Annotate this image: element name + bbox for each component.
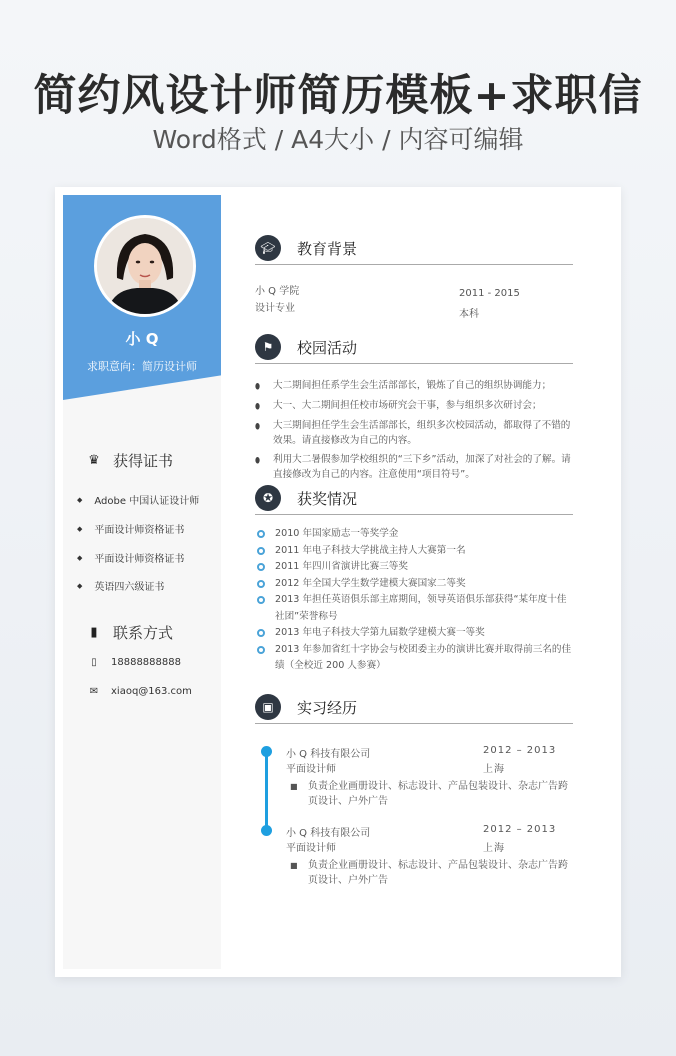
- mail-icon: ✉: [89, 686, 99, 697]
- education-period: 2011 - 2015: [459, 288, 520, 299]
- ring-bullet-icon: [257, 563, 265, 571]
- job-city: 上海: [483, 764, 505, 775]
- school-name: 小 Q 学院: [255, 286, 300, 297]
- major: 设计专业: [255, 303, 295, 314]
- contact-email: [87, 686, 192, 697]
- list-item-text: 利用大二暑假参加学校组织的“三下乡”活动，加深了对社会的了解。请直接修改为自己的内容。注意使用“项目符号”。: [273, 454, 571, 480]
- list-item-text: 2011 年电子科技大学挑战主持人大赛第一名: [275, 544, 466, 556]
- list-item: [255, 378, 571, 394]
- avatar: [94, 215, 196, 317]
- job-period: 2012 – 2013: [483, 745, 557, 756]
- list-item: [255, 526, 573, 543]
- campus-list: [255, 378, 571, 486]
- list-item-text: 大三期间担任学生会生活部部长，组织多次校园活动，都取得了不错的效果。请直接修改为自己的内容。: [273, 420, 571, 446]
- campus-title: 校园活动: [297, 339, 358, 357]
- job-entry: [286, 824, 576, 888]
- list-item: [255, 452, 571, 482]
- certificate-label: Adobe 中国认证设计师: [94, 496, 200, 507]
- phone-number: 18888888888: [111, 657, 181, 668]
- timeline-dot: [261, 746, 272, 757]
- ring-bullet-icon: [257, 580, 265, 588]
- company-name: 小 Q 科技有限公司: [286, 749, 371, 760]
- list-item: [255, 592, 573, 625]
- ring-bullet-icon: [257, 547, 265, 555]
- briefcase-icon: ▣: [255, 694, 281, 720]
- square-bullet-icon: ■: [290, 861, 298, 870]
- graduation-cap-icon: 🎓︎: [255, 235, 281, 261]
- profile-name: 小 Q: [125, 330, 159, 348]
- drop-bullet-icon: ⬮: [255, 422, 261, 431]
- list-item: [255, 418, 571, 448]
- certificates-title: 获得证书: [113, 452, 174, 470]
- list-item-text: 2013 年担任英语俱乐部主席期间，领导英语俱乐部获得“某年度十佳社团”荣誉称号: [275, 594, 567, 622]
- ring-bullet-icon: [257, 629, 265, 637]
- contact-phone: [87, 657, 181, 668]
- medal-icon: ✪: [255, 485, 281, 511]
- certificates-heading: [85, 450, 173, 471]
- resume-page: [55, 187, 621, 977]
- list-item: [255, 642, 573, 675]
- job-description: 负责企业画册设计、标志设计、产品包装设计、杂志广告跨页设计、户外广告: [308, 781, 568, 807]
- list-item-text: 2010 年国家励志一等奖学金: [275, 528, 399, 539]
- contact-title: 联系方式: [113, 624, 174, 642]
- diamond-bullet-icon: ◆: [77, 524, 83, 533]
- job-city: 上海: [483, 843, 505, 854]
- diamond-bullet-icon: ◆: [77, 581, 83, 590]
- ring-bullet-icon: [257, 596, 265, 604]
- job-period: 2012 – 2013: [483, 824, 557, 835]
- job-objective: 求职意向：简历设计师: [87, 360, 197, 373]
- list-item-text: 2013 年电子科技大学第九届数学建模大赛一等奖: [275, 627, 485, 638]
- diamond-bullet-icon: ◆: [77, 553, 83, 562]
- crown-icon: ♛: [88, 453, 100, 468]
- diamond-bullet-icon: ◆: [77, 495, 83, 504]
- drop-bullet-icon: ⬮: [255, 402, 261, 411]
- list-item-text: 大一、大二期间担任校市场研究会干事，参与组织多次研讨会；: [273, 400, 542, 411]
- drop-bullet-icon: ⬮: [255, 382, 261, 391]
- list-item-text: 2013 年参加省红十字协会与校团委主办的演讲比赛并取得前三名的佳绩（全校近 200 人参赛）: [275, 643, 572, 671]
- phone-icon: ▯: [91, 657, 97, 668]
- company-name: 小 Q 科技有限公司: [286, 828, 371, 839]
- list-item: [255, 625, 573, 642]
- sidebar: [63, 195, 221, 969]
- banner-title: 简约风设计师简历模板+求职信: [33, 71, 643, 121]
- awards-header: [255, 485, 573, 515]
- activity-icon: ⚑: [255, 334, 281, 360]
- list-item-text: 2011 年四川省演讲比赛三等奖: [275, 561, 408, 572]
- certificate-label: 平面设计师资格证书: [94, 525, 185, 536]
- drop-bullet-icon: ⬮: [255, 456, 261, 465]
- internship-title: 实习经历: [297, 699, 358, 717]
- certificate-label: 英语四六级证书: [94, 582, 165, 593]
- certificate-item: [77, 550, 184, 565]
- degree: 本科: [459, 309, 479, 320]
- list-item: [255, 576, 573, 593]
- list-item: [255, 398, 571, 414]
- awards-list: [255, 526, 573, 675]
- list-item-text: 大二期间担任系学生会生活部部长，锻炼了自己的组织协调能力；: [273, 380, 552, 391]
- campus-header: [255, 334, 573, 364]
- contact-heading: [85, 622, 173, 643]
- education-header: [255, 235, 573, 265]
- list-item: [255, 559, 573, 576]
- internship-header: [255, 694, 573, 724]
- certificate-item: [77, 578, 164, 593]
- job-position: 平面设计师: [286, 764, 336, 775]
- square-bullet-icon: ■: [290, 782, 298, 791]
- job-position: 平面设计师: [286, 843, 336, 854]
- certificate-label: 平面设计师资格证书: [94, 554, 185, 565]
- ring-bullet-icon: [257, 530, 265, 538]
- email-address: xiaoq@163.com: [111, 686, 192, 697]
- certificate-item: [77, 521, 184, 536]
- contact-book-icon: ▮: [90, 625, 98, 640]
- ring-bullet-icon: [257, 646, 265, 654]
- education-title: 教育背景: [297, 240, 358, 258]
- main-content: [251, 187, 581, 977]
- job-entry: [286, 745, 576, 809]
- certificate-item: [77, 492, 199, 507]
- list-item-text: 2012 年全国大学生数学建模大赛国家二等奖: [275, 577, 466, 589]
- awards-title: 获奖情况: [297, 490, 358, 508]
- timeline-dot: [261, 825, 272, 836]
- banner-subtitle: Word格式 / A4大小 / 内容可编辑: [152, 125, 524, 154]
- list-item: [255, 543, 573, 560]
- timeline-line: [265, 749, 268, 831]
- job-description: 负责企业画册设计、标志设计、产品包装设计、杂志广告跨页设计、户外广告: [308, 860, 568, 886]
